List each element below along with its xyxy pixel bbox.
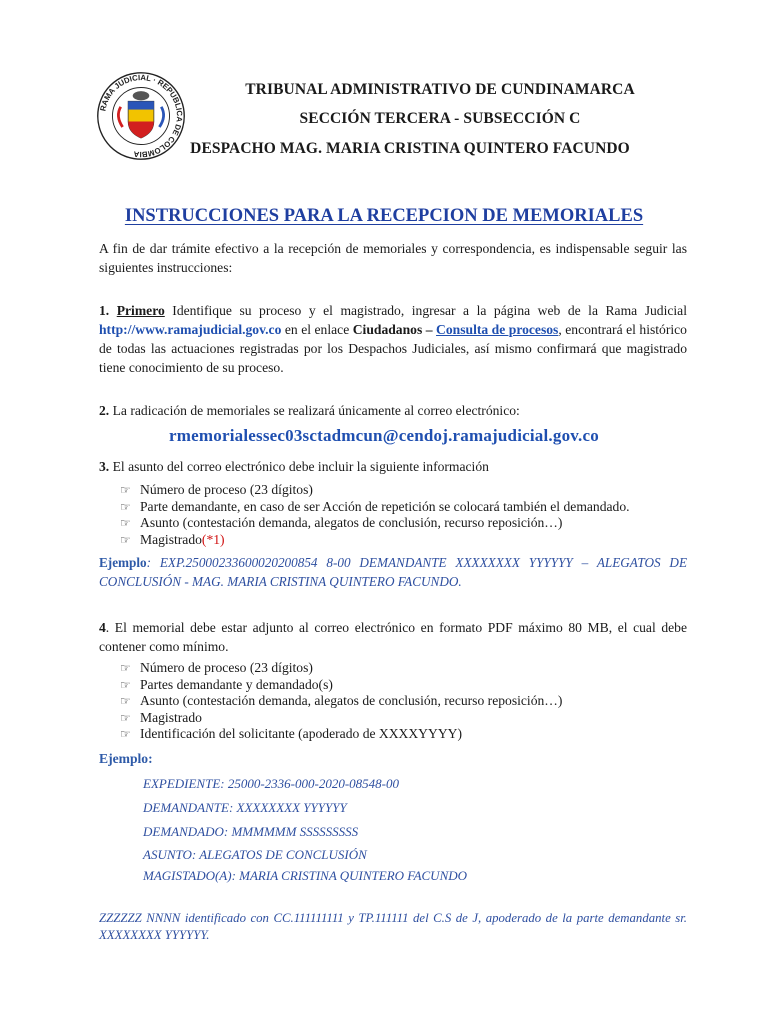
rama-judicial-link[interactable]: http://www.ramajudicial.gov.co bbox=[99, 322, 282, 337]
step-2-paragraph bbox=[99, 401, 687, 420]
list-item: ☞ Partes demandante y demandado(s) bbox=[120, 676, 333, 692]
list-item: ☞ Magistrado(*1) bbox=[120, 531, 225, 547]
step-3-bullet-list bbox=[120, 482, 700, 548]
intro-paragraph: A fin de dar trámite efectivo a la recepción de memoriales y correspondencia, es indispensable seguir las siguientes instrucciones: bbox=[99, 241, 687, 275]
example-expediente-line: EXPEDIENTE: 25000-2336-000-2020-08548-00 bbox=[143, 776, 399, 791]
court-name-heading: TRIBUNAL ADMINISTRATIVO DE CUNDINAMARCA bbox=[245, 81, 635, 98]
example-magistrado-line: MAGISTADO(A): MARIA CRISTINA QUINTERO FACUNDO bbox=[143, 868, 468, 883]
list-item: ☞ Parte demandante, en caso de ser Acción de repetición se colocará también el demandado. bbox=[120, 498, 630, 514]
step-number: 2. bbox=[99, 403, 110, 418]
step-keyword: Primero bbox=[116, 303, 165, 318]
pointing-hand-icon: ☞ bbox=[120, 710, 131, 725]
step-text: El asunto del correo electrónico debe incluir la siguiente información bbox=[109, 459, 489, 474]
footnote-marker: (*1) bbox=[201, 531, 225, 547]
section-heading: SECCIÓN TERCERA - SUBSECCIÓN C bbox=[299, 110, 581, 127]
svg-text:RAMA JUDICIAL · REPUBLICA DE C: RAMA JUDICIAL · REPUBLICA DE COLOMBIA bbox=[98, 73, 184, 159]
pointing-hand-icon: ☞ bbox=[120, 532, 131, 547]
example-demandante-line: DEMANDANTE: XXXXXXXX YYYYYY bbox=[143, 800, 347, 815]
step-number: 3. bbox=[99, 459, 110, 474]
step-3-paragraph bbox=[99, 457, 687, 476]
pointing-hand-icon: ☞ bbox=[120, 677, 131, 692]
list-item: ☞ Identificación del solicitante (apoderado de XXXXYYYY) bbox=[120, 726, 462, 741]
example-label: Ejemplo bbox=[99, 555, 147, 570]
step-text: en el enlace bbox=[281, 322, 353, 337]
example-text: : EXP.25000233600020200854 8-00 DEMANDANTE XXXXXXXX YYYYYY – ALEGATOS DE CONCLUSIÓN - MAG. MARIA CRISTINA QUINTERO FACUNDO. bbox=[99, 555, 687, 589]
step-number: 4 bbox=[99, 620, 106, 635]
step-4-bullet-list bbox=[120, 660, 700, 743]
step-number: 1. bbox=[99, 303, 110, 318]
list-item: ☞ Asunto (contestación demanda, alegatos de conclusión, recurso reposición…) bbox=[120, 693, 563, 708]
signatory-example-note: ZZZZZZ NNNN identificado con CC.111111111 y TP.111111 del C.S de J, apoderado de la parte demandante sr. XXXXXXXX YYYYYY. bbox=[99, 911, 687, 942]
list-item: ☞ Asunto (contestación demanda, alegatos de conclusión, recurso reposición…) bbox=[120, 515, 563, 530]
memorial-example-label: Ejemplo: bbox=[99, 751, 153, 766]
pointing-hand-icon: ☞ bbox=[120, 516, 131, 530]
example-asunto-line: ASUNTO: ALEGATOS DE CONCLUSIÓN bbox=[143, 847, 367, 862]
pointing-hand-icon: ☞ bbox=[120, 499, 131, 514]
step-1-paragraph bbox=[99, 301, 687, 377]
pointing-hand-icon: ☞ bbox=[120, 694, 131, 708]
pointing-hand-icon: ☞ bbox=[120, 727, 131, 741]
list-item: ☞ Número de proceso (23 dígitos) bbox=[120, 660, 313, 675]
step-text: Identifique su proceso y el magistrado, ingresar a la página web de la Rama Judicial bbox=[164, 303, 687, 318]
consulta-procesos-link[interactable]: Consulta de procesos bbox=[436, 322, 559, 337]
pointing-hand-icon: ☞ bbox=[120, 483, 131, 497]
subject-example bbox=[99, 553, 687, 591]
step-4-paragraph bbox=[99, 618, 687, 656]
step-text: . El memorial debe estar adjunto al correo electrónico en formato PDF máximo 80 MB, el cual debe contener como mínimo. bbox=[99, 620, 687, 654]
step-text: La radicación de memoriales se realizará únicamente al correo electrónico: bbox=[109, 403, 520, 418]
document-title: INSTRUCCIONES PARA LA RECEPCION DE MEMORIALES bbox=[124, 206, 644, 226]
list-item: ☞ Magistrado bbox=[120, 709, 202, 725]
example-demandado-line: DEMANDADO: MMMMMM SSSSSSSSS bbox=[143, 824, 359, 839]
list-item: ☞ Número de proceso (23 dígitos) bbox=[120, 482, 313, 497]
step-text: , encontrará el histórico de todas las actuaciones registradas por los Despachos Judiciales, así mismo confirmará que magistrado tiene conocimiento de su proceso. bbox=[99, 322, 687, 375]
pointing-hand-icon: ☞ bbox=[120, 661, 131, 675]
office-heading: DESPACHO MAG. MARIA CRISTINA QUINTERO FACUNDO bbox=[190, 140, 630, 157]
submission-email-link[interactable]: rmemorialessec03sctadmcun@cendoj.ramajudicial.gov.co bbox=[169, 426, 599, 445]
ciudadanos-label: Ciudadanos – bbox=[352, 322, 433, 337]
